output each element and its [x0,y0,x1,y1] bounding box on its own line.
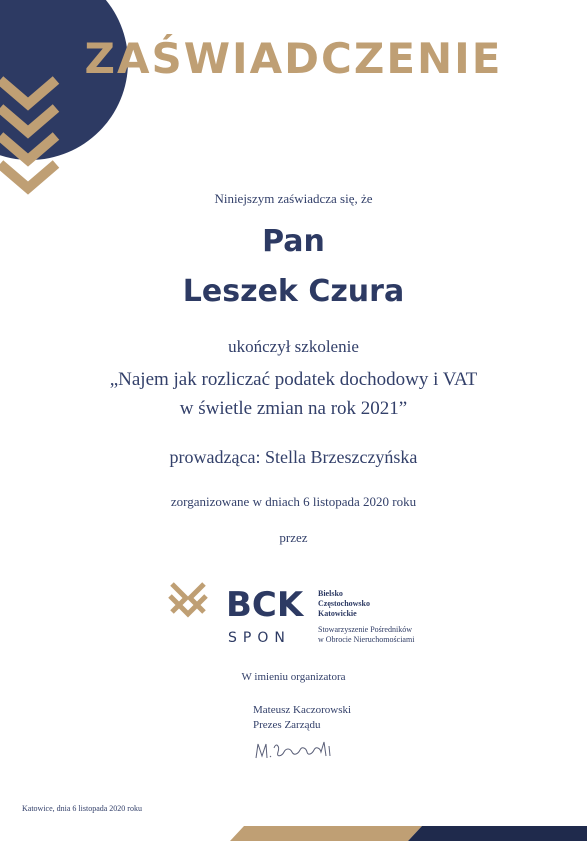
logo-region-line: Katowickie [318,609,357,618]
logo-org-line: Stowarzyszenie Pośredników [318,625,412,634]
course-title-line1: „Najem jak rozliczać podatek dochodowy i VAT [109,369,478,390]
logo-org-line: w Obrocie Nieruchomościami [318,635,415,644]
by-text: przez [279,530,308,545]
salutation: Pan [262,224,325,259]
dates-text: zorganizowane w dniach 6 listopada 2020 roku [170,494,417,509]
signer-role: Prezes Zarządu [253,719,321,731]
course-title-line2: w świetle zmian na rok 2021” [179,398,408,419]
recipient-name: Leszek Czura [182,274,405,309]
footer-place-date: Katowice, dnia 6 listopada 2020 roku [22,804,142,813]
logo-region-line: Częstochowsko [318,599,370,608]
logo-region-line: Bielsko [318,589,343,598]
signer-name: Mateusz Kaczorowski [253,704,352,716]
certificate-title: ZAŚWIADCZENIE [84,34,503,83]
logo-sub: SPON [228,630,291,646]
logo-abbr: BCK [226,585,304,625]
completed-text: ukończył szkolenie [228,337,359,356]
on-behalf-text: W imieniu organizatora [241,671,346,683]
intro-text: Niniejszym zaświadcza się, że [214,191,373,206]
trainer-text: prowadząca: Stella Brzeszczyńska [169,447,418,467]
